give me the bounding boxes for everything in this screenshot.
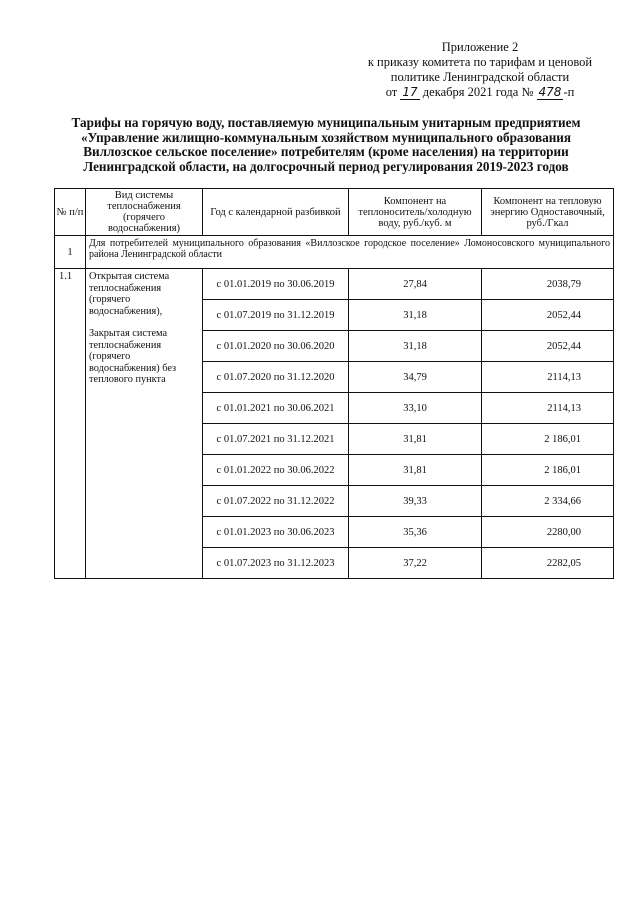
header-energy: Компонент на тепловую энергию Одноставочный, руб./Гкал (482, 189, 614, 236)
appendix-committee-line: политике Ленинградской области (390, 70, 570, 84)
handwritten-order-number: 478 (538, 85, 562, 99)
carrier-cell: 35,36 (349, 517, 482, 548)
document-title (52, 116, 600, 174)
period-cell: с 01.01.2019 по 30.06.2019 (203, 269, 349, 300)
title-line-2: «Управление жилищно-коммунальным хозяйством муниципального образования (80, 129, 572, 145)
tariff-table (54, 188, 614, 579)
section-num: 1 (55, 236, 86, 269)
title-line-1: Тарифы на горячую воду, поставляемую муниципальным унитарным предприятием (71, 115, 581, 130)
period-cell: с 01.01.2020 по 30.06.2020 (203, 331, 349, 362)
carrier-cell: 31,81 (349, 455, 482, 486)
appendix-date-line (362, 85, 598, 100)
carrier-cell: 27,84 (349, 269, 482, 300)
carrier-cell: 39,33 (349, 486, 482, 517)
header-carrier: Компонент на теплоноситель/холодную воду, руб./куб. м (349, 189, 482, 236)
subsection-num: 1.1 (55, 269, 86, 579)
period-cell: с 01.01.2023 по 30.06.2023 (203, 517, 349, 548)
carrier-cell: 31,81 (349, 424, 482, 455)
period-cell: с 01.07.2019 по 31.12.2019 (203, 300, 349, 331)
carrier-cell: 31,18 (349, 300, 482, 331)
table-header-row (55, 189, 614, 236)
energy-cell: 2280,00 (482, 517, 614, 548)
carrier-cell: 37,22 (349, 548, 482, 579)
title-line-3: Виллозское сельское поселение» потребителям (кроме населения) на территории (83, 144, 569, 159)
order-suffix: -п (563, 85, 575, 99)
appendix-order-line: к приказу комитета по тарифам и ценовой (367, 55, 593, 69)
date-prefix: от (385, 85, 398, 99)
appendix-title: Приложение 2 (441, 40, 519, 54)
energy-cell: 2114,13 (482, 362, 614, 393)
energy-cell: 2282,05 (482, 548, 614, 579)
carrier-cell: 31,18 (349, 331, 482, 362)
energy-cell: 2 186,01 (482, 424, 614, 455)
energy-cell: 2052,44 (482, 331, 614, 362)
energy-cell: 2 186,01 (482, 455, 614, 486)
system-types-cell (86, 269, 203, 579)
energy-cell: 2052,44 (482, 300, 614, 331)
period-cell: с 01.07.2020 по 31.12.2020 (203, 362, 349, 393)
period-cell: с 01.01.2022 по 30.06.2022 (203, 455, 349, 486)
header-num: № п/п (55, 189, 86, 236)
carrier-cell: 33,10 (349, 393, 482, 424)
section-text: Для потребителей муниципального образования «Виллозское городское поселение» Ломоносовского муниципального района Ленинградской области (86, 236, 614, 269)
energy-cell: 2038,79 (482, 269, 614, 300)
period-cell: с 01.07.2023 по 31.12.2023 (203, 548, 349, 579)
header-system: Вид системы теплоснабжения (горячего водоснабжения) (86, 189, 203, 236)
title-line-4: Ленинградской области, на долгосрочный период регулирования 2019-2023 годов (83, 158, 569, 174)
period-cell: с 01.01.2021 по 30.06.2021 (203, 393, 349, 424)
section-row (55, 236, 614, 269)
period-cell: с 01.07.2021 по 31.12.2021 (203, 424, 349, 455)
header-period: Год с календарной разбивкой (203, 189, 349, 236)
system-closed: Закрытая система теплоснабжения (горячего водоснабжения) без теплового пункта (89, 328, 177, 385)
period-cell: с 01.07.2022 по 31.12.2022 (203, 486, 349, 517)
handwritten-day: 17 (402, 85, 418, 99)
table-row (55, 269, 614, 300)
energy-cell: 2 334,66 (482, 486, 614, 517)
energy-cell: 2114,13 (482, 393, 614, 424)
system-open: Открытая система теплоснабжения (горячего водоснабжения), (89, 271, 170, 317)
carrier-cell: 34,79 (349, 362, 482, 393)
date-middle: декабря 2021 года № (422, 85, 534, 99)
appendix-header (362, 40, 598, 100)
